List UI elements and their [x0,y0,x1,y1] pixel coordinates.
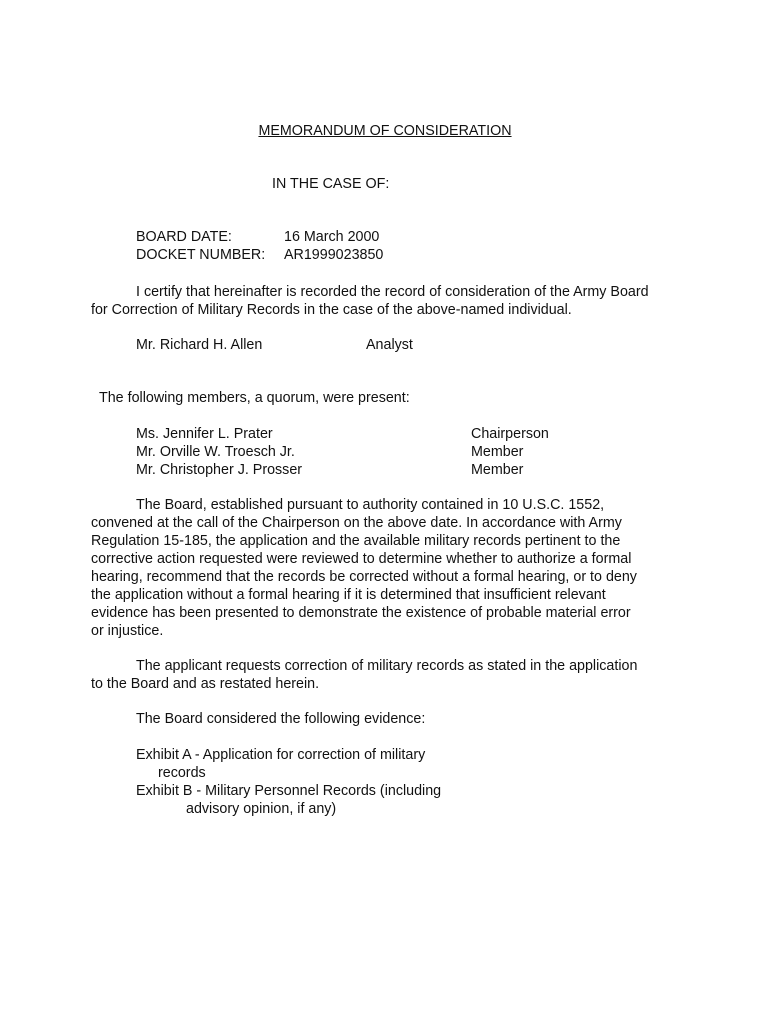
analyst-role: Analyst [366,337,413,353]
paragraph-line: convened at the call of the Chairperson on the above date. In accordance with Army [91,515,622,531]
docket-number-label: DOCKET NUMBER: [136,247,266,263]
quorum-statement: The following members, a quorum, were present: [99,390,410,406]
paragraph-line: to the Board and as restated herein. [91,676,320,692]
case-of-heading: IN THE CASE OF: [272,176,390,192]
member-name: Ms. Jennifer L. Prater [136,426,273,442]
board-date-value: 16 March 2000 [284,229,380,245]
paragraph-line: corrective action requested were reviewed to determine whether to authorize a formal [91,551,632,567]
certification-paragraph [91,283,691,319]
board-date-label: BOARD DATE: [136,229,232,245]
member-name: Mr. Christopher J. Prosser [136,462,303,478]
docket-number-value: AR1999023850 [284,247,384,263]
paragraph-line: hearing, recommend that the records be corrected without a formal hearing, or to deny [91,569,637,585]
exhibit-a-continuation: records [158,765,206,781]
certification-line: I certify that hereinafter is recorded the record of consideration of the Army Board [136,284,649,300]
member-role: Member [471,462,524,478]
member-role: Chairperson [471,426,549,442]
evidence-intro: The Board considered the following evidence: [136,711,426,727]
paragraph-line: the application without a formal hearing if it is determined that insufficient relevant [91,587,606,603]
certification-line: for Correction of Military Records in the case of the above-named individual. [91,302,572,318]
memorandum-title [0,122,770,140]
paragraph-line: or injustice. [91,623,164,639]
memorandum-title-text: MEMORANDUM OF CONSIDERATION [258,123,512,139]
request-paragraph [91,657,691,693]
paragraph-line: The applicant requests correction of military records as stated in the application [136,658,638,674]
paragraph-line: evidence has been presented to demonstrate the existence of probable material error [91,605,631,621]
paragraph-line: The Board, established pursuant to authority contained in 10 U.S.C. 1552, [136,497,605,513]
member-role: Member [471,444,524,460]
analyst-name: Mr. Richard H. Allen [136,337,263,353]
paragraph-line: Regulation 15-185, the application and the available military records pertinent to the [91,533,621,549]
exhibit-a: Exhibit A - Application for correction of military [136,747,426,763]
exhibit-b-continuation: advisory opinion, if any) [186,801,337,817]
exhibit-b: Exhibit B - Military Personnel Records (including [136,783,442,799]
member-name: Mr. Orville W. Troesch Jr. [136,444,295,460]
board-authority-paragraph [91,496,691,640]
